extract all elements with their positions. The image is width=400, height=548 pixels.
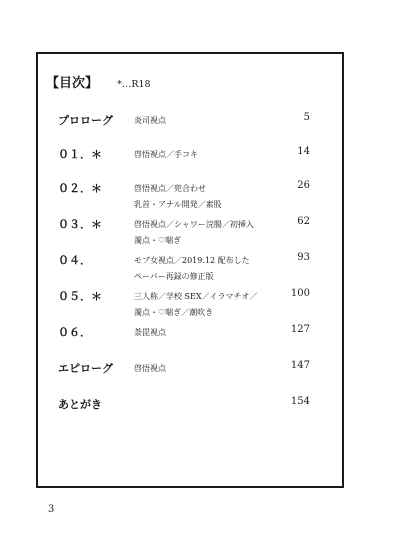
toc-entry-afterword bbox=[58, 396, 310, 426]
entry-label: ０３．＊ bbox=[58, 218, 102, 231]
entry-page: 14 bbox=[297, 146, 310, 157]
toc-entry-01 bbox=[58, 146, 310, 176]
toc-entry-06 bbox=[58, 324, 310, 354]
toc-entry-03 bbox=[58, 216, 310, 246]
toc-entry-prologue bbox=[58, 112, 310, 142]
entry-label: ０２．＊ bbox=[58, 182, 102, 195]
entry-desc-line: ペーパー再録の修正版 bbox=[134, 272, 214, 281]
toc-header bbox=[46, 72, 151, 91]
entry-label: ０４． bbox=[58, 254, 91, 267]
toc-entry-04 bbox=[58, 252, 310, 282]
entry-desc-line: 啓悟視点／兜合わせ bbox=[134, 184, 206, 193]
entry-desc-line: 乳首・アナル開発／素股 bbox=[134, 200, 222, 209]
entry-desc-line: 三人称／学校 SEX／イラマチオ／ bbox=[134, 292, 258, 301]
entry-label: ０５．＊ bbox=[58, 290, 102, 303]
entry-desc bbox=[134, 361, 166, 377]
entry-page: 147 bbox=[290, 360, 310, 371]
entry-desc bbox=[134, 253, 250, 285]
entry-desc-line: 濁点・♡喘ぎ bbox=[134, 236, 182, 245]
entry-desc-line: 濁点・♡喘ぎ／潮吹き bbox=[134, 308, 214, 317]
entry-desc bbox=[134, 147, 198, 163]
toc-title: 【目次】 bbox=[46, 76, 99, 91]
toc-entry-epilogue bbox=[58, 360, 310, 390]
entry-desc bbox=[134, 113, 166, 129]
entry-label: あとがき bbox=[58, 398, 102, 411]
toc-entry-05 bbox=[58, 288, 310, 318]
entry-desc-line: 荼毘視点 bbox=[134, 328, 166, 337]
entry-desc-line: 啓悟視点／手コキ bbox=[134, 150, 198, 159]
entry-page: 5 bbox=[303, 112, 310, 123]
entry-desc-line: 啓悟視点／シャワー浣腸／初挿入 bbox=[134, 220, 254, 229]
entry-page: 127 bbox=[290, 324, 310, 335]
entry-desc bbox=[134, 325, 166, 341]
entry-label: プロローグ bbox=[58, 114, 113, 127]
entry-label: ０６． bbox=[58, 326, 91, 339]
rating-note: *…R18 bbox=[117, 79, 151, 90]
entry-desc-line: 炎司視点 bbox=[134, 116, 166, 125]
entry-page: 26 bbox=[297, 180, 310, 191]
entry-desc bbox=[134, 289, 257, 321]
entry-page: 93 bbox=[297, 252, 310, 263]
entry-desc bbox=[134, 181, 222, 213]
toc-entry-02 bbox=[58, 180, 310, 210]
entry-label: ０１．＊ bbox=[58, 148, 102, 161]
entry-desc-line: モブ女視点／2019.12 配布した bbox=[134, 256, 250, 265]
entry-page: 154 bbox=[290, 396, 310, 407]
entry-page: 62 bbox=[297, 216, 310, 227]
entry-desc-line: 啓悟視点 bbox=[134, 364, 166, 373]
entry-desc bbox=[134, 217, 254, 249]
page-number: 3 bbox=[48, 504, 55, 515]
entry-label: エピローグ bbox=[58, 362, 113, 375]
entry-page: 100 bbox=[290, 288, 310, 299]
